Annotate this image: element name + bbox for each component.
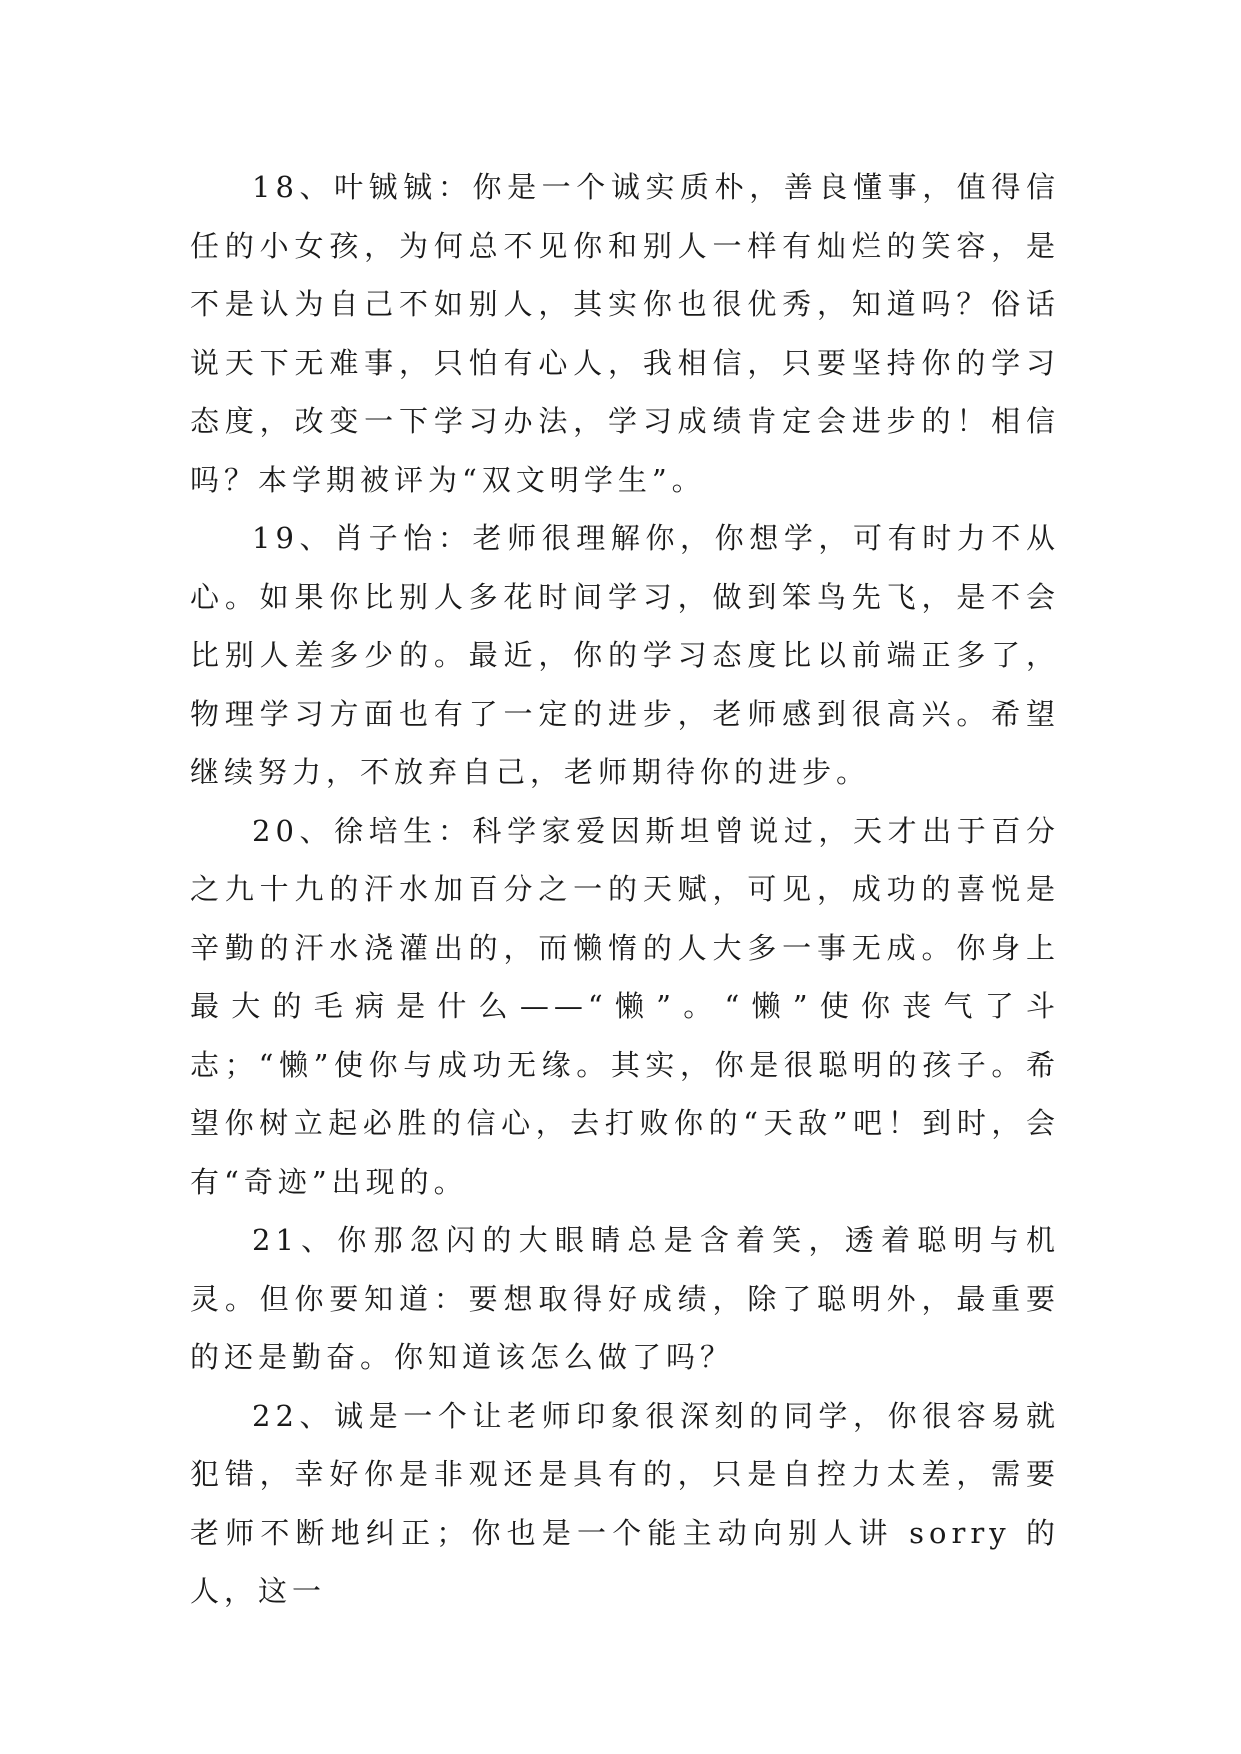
comment-paragraph-19: 19、肖子怡：老师很理解你，你想学，可有时力不从心。如果你比别人多花时间学习，做到笨鸟先飞，是不会比别人差多少的。最近，你的学习态度比以前端正多了，物理学习方面也有了一定的进步，老师感到很高兴。希望继续努力，不放弃自己，老师期待你的进步。 (190, 521, 1060, 789)
document-body (190, 158, 1060, 1621)
comment-paragraph-18: 18、叶铖铖：你是一个诚实质朴，善良懂事，值得信任的小女孩，为何总不见你和别人一样有灿烂的笑容，是不是认为自己不如别人，其实你也很优秀，知道吗？俗话说天下无难事，只怕有心人，我相信，只要坚持你的学习态度，改变一下学习办法，学习成绩肯定会进步的！相信吗？本学期被评为“双文明学生”。 (190, 170, 1060, 497)
comment-paragraph-21: 21、你那忽闪的大眼睛总是含着笑，透着聪明与机灵。但你要知道：要想取得好成绩，除了聪明外，最重要的还是勤奋。你知道该怎么做了吗？ (190, 1223, 1060, 1374)
comment-paragraph-20: 20、徐培生：科学家爱因斯坦曾说过，天才出于百分之九十九的汗水加百分之一的天赋，可见，成功的喜悦是辛勤的汗水浇灌出的，而懒惰的人大多一事无成。你身上最大的毛病是什么——“懒”。“懒”使你丧气了斗志；“懒”使你与成功无缘。其实，你是很聪明的孩子。希望你树立起必胜的信心，去打败你的“天敌”吧！到时，会有“奇迹”出现的。 (190, 813, 1060, 1199)
comment-paragraph-22: 22、诚是一个让老师印象很深刻的同学，你很容易就犯错，幸好你是非观还是具有的，只是自控力太差，需要老师不断地纠正；你也是一个能主动向别人讲 sorry 的人，这一 (190, 1398, 1060, 1608)
